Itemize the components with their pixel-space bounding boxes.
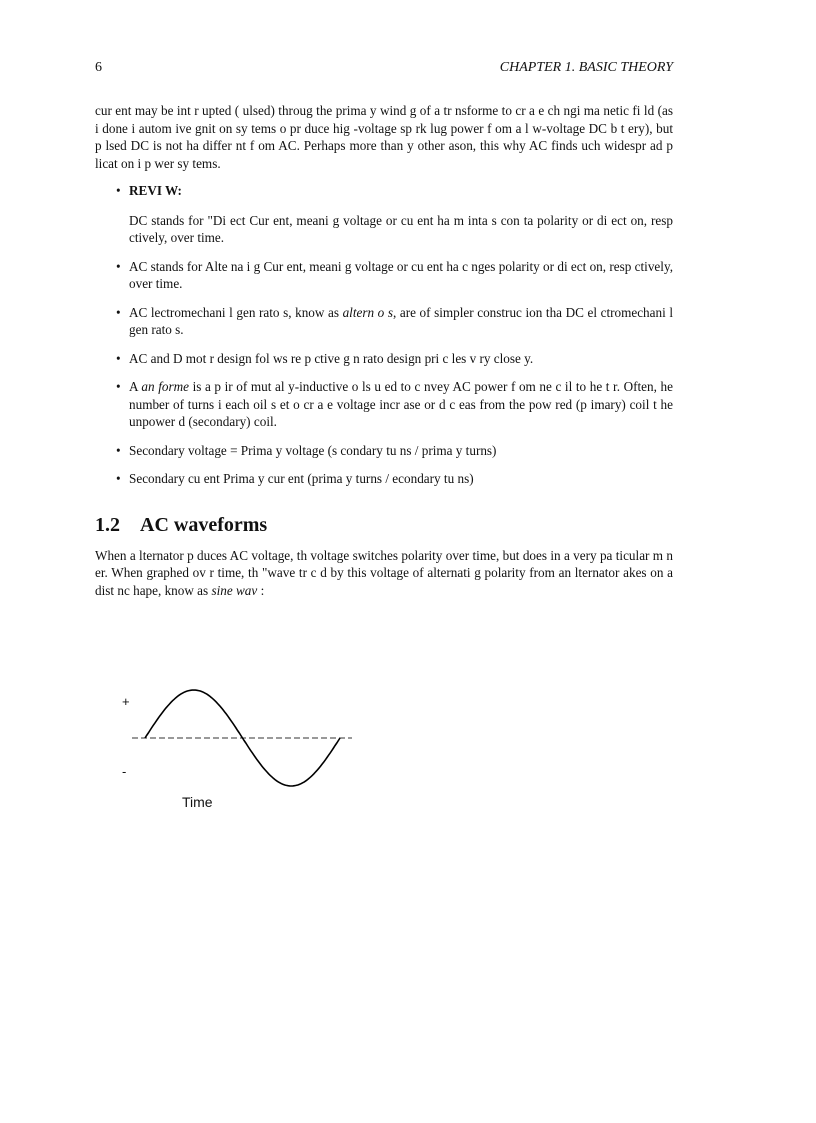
bullet-item bbox=[116, 378, 673, 431]
sine-wave-figure bbox=[110, 680, 370, 820]
minus-label: - bbox=[122, 764, 127, 779]
italic-term: altern o s bbox=[342, 304, 393, 320]
bullet-item bbox=[116, 304, 674, 339]
bullet-dot: • bbox=[116, 350, 121, 366]
bullet-item bbox=[116, 350, 673, 368]
bullet-text: AC and D mot r design fol ws re p ctive g n rato design pri c les v ry close y. bbox=[129, 350, 534, 366]
paragraph-text: : bbox=[257, 582, 265, 598]
bullet-text: , are of simpler construc ion tha DC el ctromechani l gen rato s. bbox=[129, 304, 674, 337]
review-body: DC stands for "Di ect Cur ent, meani g voltage or cu ent ha m inta s con ta polarity or di ect on, resp ctively, over time. bbox=[129, 212, 673, 245]
paragraph-text: When a lternator p duces AC voltage, th voltage switches polarity over time, but does in a very pa ticular m n er. When graphed ov r time, th "wave tr c d by this voltage of alternati g polarity from an lternator akes on a dist nc hape, know as bbox=[95, 547, 673, 598]
sine-wave-curve bbox=[145, 690, 340, 786]
bullet-dot: • bbox=[116, 183, 121, 198]
review-title: REVI W: bbox=[129, 183, 182, 198]
bullet-text: AC stands for Alte na i g Cur ent, meani g voltage or cu ent ha c nges polarity or di ect on, resp ctively, over time. bbox=[129, 258, 673, 291]
time-label: Time bbox=[182, 794, 213, 810]
bullet-dot: • bbox=[116, 304, 121, 320]
review-item bbox=[116, 182, 673, 247]
chapter-title: CHAPTER 1. BASIC THEORY bbox=[499, 60, 673, 75]
italic-term: sine wav bbox=[211, 582, 258, 598]
bullet-item bbox=[116, 470, 673, 488]
bullet-dot: • bbox=[116, 442, 121, 458]
page-number: 6 bbox=[95, 60, 102, 75]
section-title: AC waveforms bbox=[140, 513, 268, 536]
bullet-item bbox=[116, 258, 673, 293]
bullet-text: is a p ir of mut al y-inductive o ls u ed to c nvey AC power f om ne c il to he t r. Often, he number of turns i each oil s et o cr a e voltage incr ase or d c eas from the pow red (p imary) coil t he unpower d (secondary) coil. bbox=[129, 379, 673, 429]
review-list bbox=[95, 182, 673, 247]
bullet-text: A bbox=[129, 379, 142, 394]
sine-wave-graphic bbox=[110, 680, 370, 820]
bullet-text: Secondary cu ent Prima y cur ent (prima y turns / econdary tu ns) bbox=[129, 471, 474, 486]
running-header bbox=[95, 60, 673, 78]
bullet-dot: • bbox=[116, 471, 121, 486]
bullet-dot: • bbox=[116, 258, 121, 274]
intro-paragraph: cur ent may be int r upted ( ulsed) throug the prima y wind g of a tr nsforme to cr a e ch ngi ma netic fi ld (as i done i autom ive gnit on sy tems o pr duce hig -voltage sp rk lug power f om a l w-voltage DC b t ery), but p lsed DC is not ha differ nt f om AC. Perhaps more than y other ason, this why AC finds uch widespr ad p licat on i p wer sy tems. bbox=[95, 103, 673, 171]
bullet-text: AC lectromechani l gen rato s, know as bbox=[129, 304, 343, 320]
italic-term: an forme bbox=[141, 379, 189, 394]
page bbox=[95, 60, 673, 599]
section-paragraph bbox=[95, 547, 673, 600]
bullet-item bbox=[116, 442, 673, 460]
section-heading bbox=[95, 514, 673, 537]
bullet-text: Secondary voltage = Prima y voltage (s condary tu ns / prima y turns) bbox=[129, 442, 497, 458]
bullet-dot: • bbox=[116, 379, 121, 394]
plus-label: + bbox=[122, 694, 130, 709]
section-number: 1.2 bbox=[95, 513, 120, 536]
bullet-list bbox=[95, 258, 673, 488]
